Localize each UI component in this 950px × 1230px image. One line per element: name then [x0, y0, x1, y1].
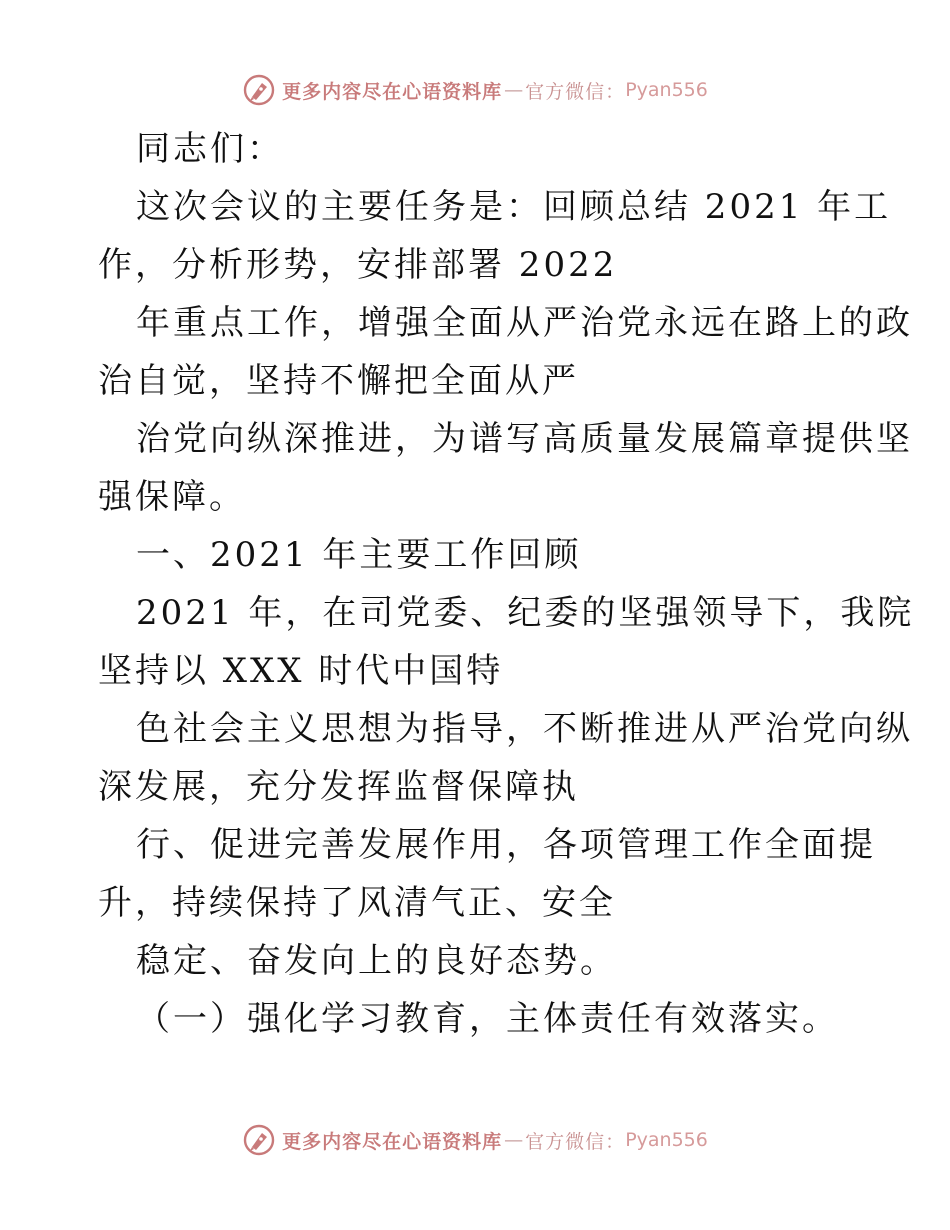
text-line: 色社会主义思想为指导，不断推进从严治党向纵 [136, 709, 913, 749]
subsection-heading: （一）强化学习教育，主体责任有效落实。 [136, 999, 839, 1039]
document-body [98, 120, 915, 1048]
text-line: 同志们： [136, 129, 284, 169]
text-line: 作，分析形势，安排部署 2022 [98, 245, 618, 285]
watermark-wechat-id: Pyan556 [625, 1129, 708, 1151]
watermark-text: 更多内容尽在心语资料库 [282, 80, 503, 103]
text-line: 稳定、奋发向上的良好态势。 [136, 941, 617, 981]
watermark-wechat-label: 官方微信： [525, 80, 626, 103]
pen-nib-icon [242, 73, 276, 107]
watermark-wechat-label: 官方微信： [525, 1130, 626, 1153]
text-line: 升，持续保持了风清气正、安全 [98, 883, 616, 923]
pen-nib-icon [242, 1123, 276, 1157]
section-heading: 一、2021 年主要工作回顾 [136, 535, 582, 575]
watermark-text: 更多内容尽在心语资料库 [282, 1130, 503, 1153]
text-line: 2021 年，在司党委、纪委的坚强领导下，我院 [136, 593, 915, 633]
text-line: 强保障。 [98, 477, 246, 517]
text-line: 坚持以 XXX 时代中国特 [98, 651, 504, 691]
header-watermark [0, 70, 950, 110]
text-line: 年重点工作，增强全面从严治党永远在路上的政 [136, 303, 913, 343]
footer-watermark [0, 1120, 950, 1160]
text-line: 这次会议的主要任务是：回顾总结 2021 年工 [136, 187, 892, 227]
text-line: 深发展，充分发挥监督保障执 [98, 767, 579, 807]
text-line: 治自觉，坚持不懈把全面从严 [98, 361, 579, 401]
watermark-wechat-id: Pyan556 [625, 79, 708, 101]
watermark-dash: — [504, 1129, 524, 1151]
text-line: 行、促进完善发展作用，各项管理工作全面提 [136, 825, 876, 865]
text-line: 治党向纵深推进，为谱写高质量发展篇章提供坚 [136, 419, 913, 459]
watermark-dash: — [504, 79, 524, 101]
